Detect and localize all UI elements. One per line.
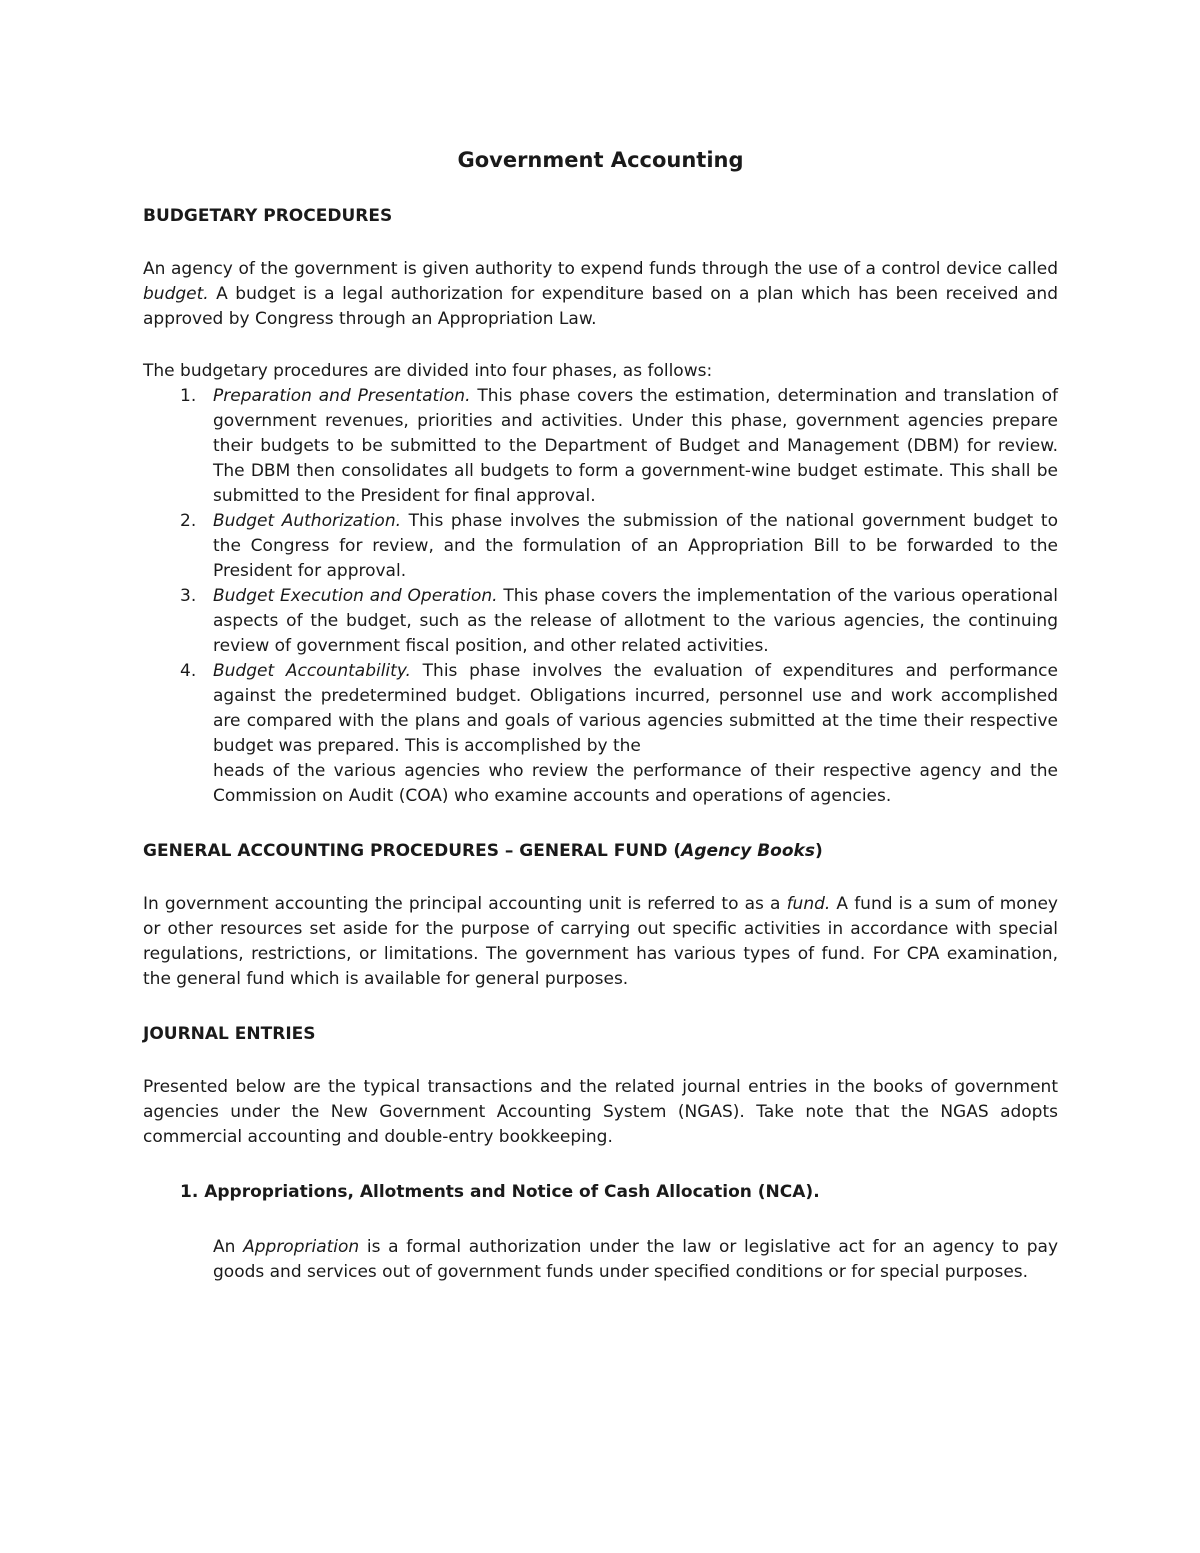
journal-entries-heading: JOURNAL ENTRIES [143,1024,316,1044]
phases-list [143,384,1058,809]
appropriations-subheading: 1. Appropriations, Allotments and Notice of Cash Allocation (NCA). [180,1182,820,1202]
document-title: Government Accounting [457,148,744,172]
list-item: 2. Budget Authorization. This phase involves the submission of the national government budget to the Congress for review, and the formulation of an Appropriation Bill to be forwarded to the President for approval. [180,511,1058,581]
appropriation-definition-paragraph: An Appropriation is a formal authorization under the law or legislative act for an agency to pay goods and services out of government funds under specified conditions or for special purposes. [213,1237,1058,1282]
phases-intro: The budgetary procedures are divided into four phases, as follows: [143,361,713,381]
general-accounting-heading: GENERAL ACCOUNTING PROCEDURES – GENERAL FUND (Agency Books) [143,841,823,861]
document-page [143,146,1058,1285]
budgetary-procedures-heading: BUDGETARY PROCEDURES [143,206,393,226]
fund-definition-paragraph: In government accounting the principal accounting unit is referred to as a fund. A fund is a sum of money or other resources set aside for the purpose of carrying out specific activities in accordance with special regulations, restrictions, or limitations. The government has various types of fund. For CPA examination, the general fund which is available for general purposes. [143,894,1058,989]
budget-definition-paragraph: An agency of the government is given authority to expend funds through the use of a control device called budget. A budget is a legal authorization for expenditure based on a plan which has been received and approved by Congress through an Appropriation Law. [143,259,1058,329]
list-item: 1. Preparation and Presentation. This phase covers the estimation, determination and translation of government revenues, priorities and activities. Under this phase, government agencies prepare their budgets to be submitted to the Department of Budget and Management (DBM) for review. The DBM then consolidates all budgets to form a government-wine budget estimate. This shall be submitted to the President for final approval. [180,386,1058,506]
list-item: 3. Budget Execution and Operation. This phase covers the implementation of the various operational aspects of the budget, such as the release of allotment to the various agencies, the continuing review of government fiscal position, and other related activities. [180,586,1058,656]
list-item: 4. Budget Accountability. This phase involves the evaluation of expenditures and performance against the predetermined budget. Obligations incurred, personnel use and work accomplished are compared with the plans and goals of various agencies submitted at the time their respective budget was prepared. This is accomplished by the heads of the various agencies who review the performance of their respective agency and the Commission on Audit (COA) who examine accounts and operations of agencies. [180,661,1058,806]
journal-entries-paragraph: Presented below are the typical transactions and the related journal entries in the books of government agencies under the New Government Accounting System (NGAS). Take note that the NGAS adopts commercial accounting and double-entry bookkeeping. [143,1077,1058,1147]
